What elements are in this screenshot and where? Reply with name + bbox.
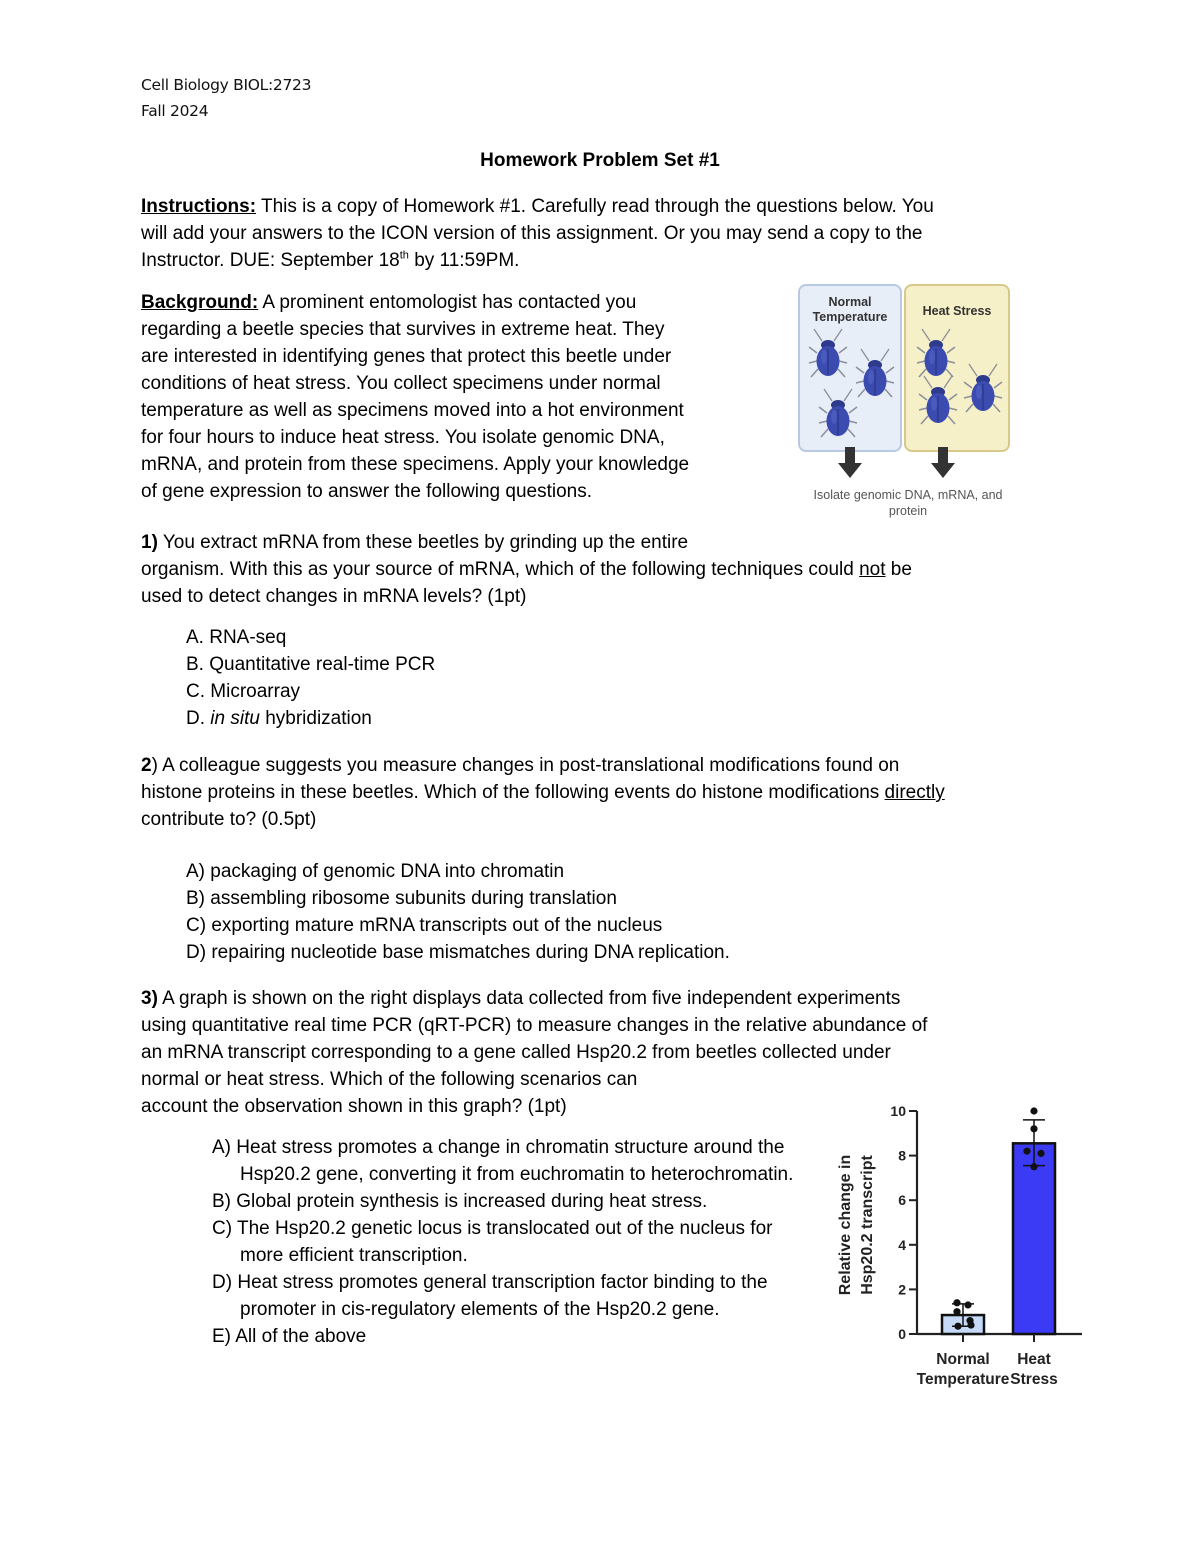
question-text: an mRNA transcript corresponding to a gene called Hsp20.2 from beetles collected under (141, 1042, 891, 1063)
background-text: of gene expression to answer the following questions. (141, 481, 592, 502)
svg-text:8: 8 (898, 1147, 906, 1164)
question-text: account the observation shown in this graph? (1pt) (141, 1096, 567, 1117)
svg-text:Hsp20.2 transcript: Hsp20.2 transcript (859, 1155, 876, 1295)
option-e[interactable]: E) All of the above (212, 1326, 367, 1347)
beetle-icon (809, 329, 847, 377)
question-number: 3) (141, 988, 158, 1009)
beetle-icon (964, 364, 1002, 412)
svg-text:Stress: Stress (1010, 1371, 1058, 1388)
background-label: Background: (141, 292, 259, 313)
figure-caption: Isolate genomic DNA, mRNA, and protein (813, 488, 1003, 518)
question-2-options (186, 858, 730, 966)
down-arrow-icon (931, 447, 955, 478)
option-d[interactable]: D) Heat stress promotes general transcription factor binding to the promoter in cis-regulatory elements of the Hsp20.2 gene. (212, 1272, 768, 1320)
background-paragraph (141, 289, 781, 505)
svg-text:Heat: Heat (1017, 1351, 1051, 1368)
svg-text:0: 0 (898, 1326, 906, 1342)
svg-text:2: 2 (898, 1281, 906, 1298)
question-text: using quantitative real time PCR (qRT-PCR) to measure changes in the relative abundance of (141, 1015, 928, 1036)
question-1 (141, 529, 1071, 610)
option-b[interactable]: B. Quantitative real-time PCR (186, 654, 436, 675)
question-text: be (885, 559, 912, 580)
instructions-label: Instructions: (141, 196, 257, 217)
background-text: A prominent entomologist has contacted you (258, 292, 637, 313)
question-text: normal or heat stress. Which of the following scenarios can (141, 1069, 638, 1090)
term: Fall 2024 (141, 102, 209, 120)
superscript: th (399, 249, 409, 262)
emphasis-not: not (859, 559, 886, 580)
experiment-figure (788, 282, 1023, 522)
normal-temperature-label: Normal Temperature (812, 295, 888, 324)
question-text: used to detect changes in mRNA levels? (1pt) (141, 586, 527, 607)
page-title: Homework Problem Set #1 (480, 150, 720, 171)
question-1-options (186, 624, 435, 732)
svg-text:Normal: Normal (936, 1351, 990, 1368)
option-a[interactable]: A. RNA-seq (186, 627, 287, 648)
heat-stress-label: Heat Stress (922, 304, 992, 318)
background-text: regarding a beetle species that survives in extreme heat. They (141, 319, 665, 340)
course-name: Cell Biology BIOL:2723 (141, 76, 312, 94)
svg-text:6: 6 (898, 1192, 906, 1209)
question-text: histone proteins in these beetles. Which of the following events do histone modifications (141, 782, 885, 803)
question-text: contribute to? (0.5pt) (141, 809, 317, 830)
option-c[interactable]: C) The Hsp20.2 genetic locus is translocated out of the nucleus for more efficient transcription. (212, 1218, 773, 1266)
hsp20-bar-chart (820, 1095, 1090, 1395)
background-text: temperature as well as specimens moved into a hot environment (141, 400, 684, 421)
question-text: organism. With this as your source of mRNA, which of the following techniques could (141, 559, 860, 580)
svg-text:Relative change in: Relative change in (837, 1154, 854, 1296)
option-d[interactable]: D. in situ hybridization (186, 708, 372, 729)
option-d[interactable]: D) repairing nucleotide base mismatches during DNA replication. (186, 942, 730, 963)
chart-canvas (820, 1095, 1090, 1395)
beetle-icon (917, 329, 955, 377)
due-time: by 11:59PM. (408, 250, 520, 271)
svg-text:10: 10 (890, 1103, 906, 1119)
beetle-icons (788, 282, 1023, 482)
option-c[interactable]: C. Microarray (186, 681, 301, 702)
option-a[interactable]: A) packaging of genomic DNA into chromatin (186, 861, 565, 882)
question-number: 2 (141, 755, 152, 776)
svg-text:Temperature: Temperature (916, 1371, 1010, 1388)
background-text: conditions of heat stress. You collect specimens under normal (141, 373, 661, 394)
svg-text:4: 4 (898, 1236, 906, 1253)
option-a[interactable]: A) Heat stress promotes a change in chromatin structure around the Hsp20.2 gene, converting it from euchromatin to heterochromatin. (212, 1137, 794, 1185)
emphasis-directly: directly (884, 782, 945, 803)
down-arrow-icon (838, 447, 862, 478)
instructions-paragraph (141, 193, 1071, 274)
background-text: are interested in identifying genes that protect this beetle under (141, 346, 672, 367)
option-c[interactable]: C) exporting mature mRNA transcripts out of the nucleus (186, 915, 663, 936)
question-number: 1) (141, 532, 158, 553)
instructions-text: Instructor. DUE: September 18 (141, 250, 400, 271)
question-text: A graph is shown on the right displays data collected from five independent experiments (157, 988, 901, 1009)
instructions-text: will add your answers to the ICON version of this assignment. Or you may send a copy to the (141, 223, 923, 244)
question-3-options (212, 1134, 802, 1350)
background-text: for four hours to induce heat stress. You isolate genomic DNA, (141, 427, 665, 448)
beetle-icon (919, 376, 957, 424)
question-2 (141, 752, 1071, 833)
option-b[interactable]: B) Global protein synthesis is increased during heat stress. (212, 1191, 708, 1212)
beetle-icon (819, 389, 857, 437)
beetle-icon (856, 349, 894, 397)
background-text: mRNA, and protein from these specimens. Apply your knowledge (141, 454, 690, 475)
instructions-text: This is a copy of Homework #1. Carefully read through the questions below. You (256, 196, 934, 217)
question-text: ) A colleague suggests you measure changes in post-translational modifications found on (151, 755, 900, 776)
question-text: You extract mRNA from these beetles by grinding up the entire (157, 532, 689, 553)
option-b[interactable]: B) assembling ribosome subunits during translation (186, 888, 617, 909)
